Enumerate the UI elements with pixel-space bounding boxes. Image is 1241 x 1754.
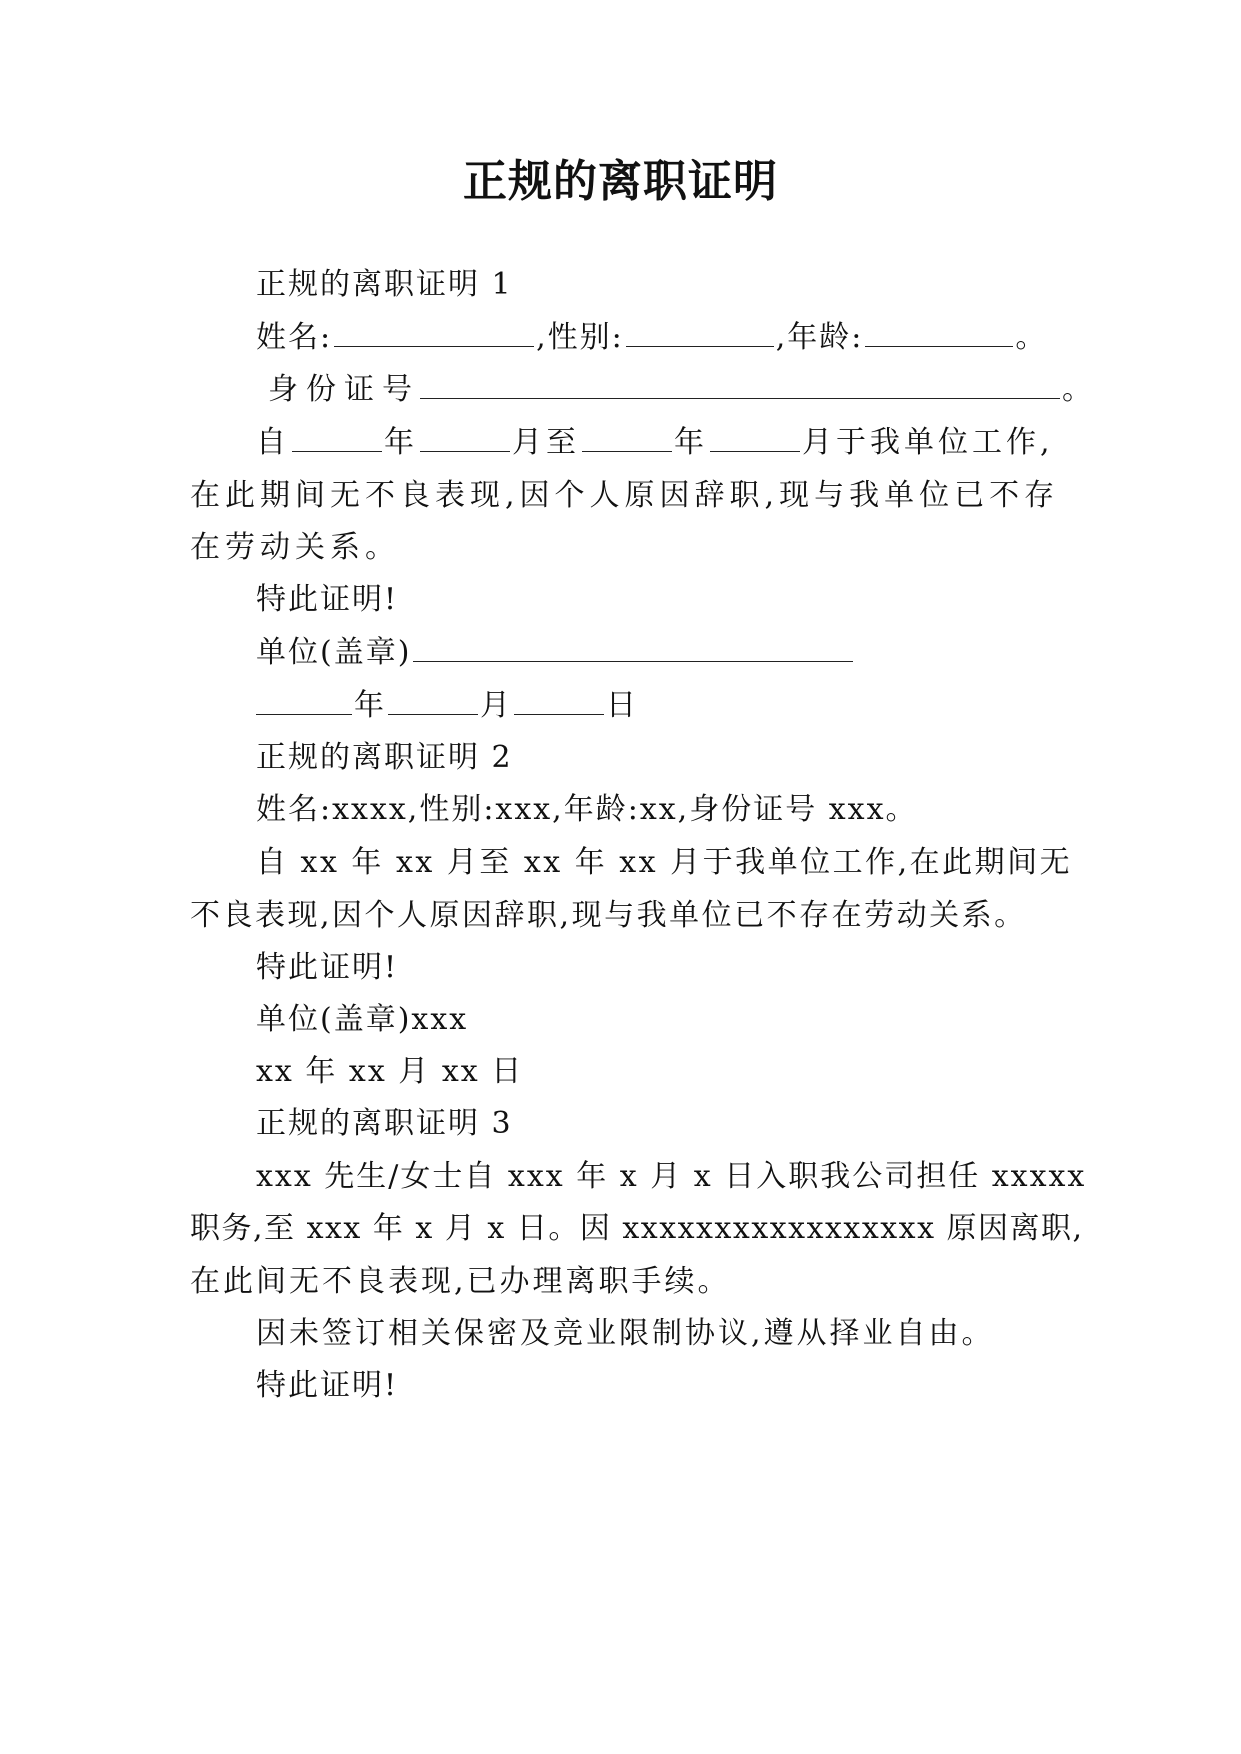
id-blank bbox=[420, 370, 1060, 399]
section1-unit-line bbox=[256, 633, 1136, 673]
section2-body-line1: 自 xx 年 xx 月至 xx 年 xx 月于我单位工作,在此期间无 bbox=[256, 845, 1073, 880]
section1-date-line bbox=[256, 686, 1136, 726]
date-day-blank bbox=[514, 686, 604, 715]
year1-label: 年 bbox=[384, 425, 418, 460]
document-title: 正规的离职证明 bbox=[463, 156, 778, 207]
date-year-label: 年 bbox=[354, 688, 386, 723]
section2-certify: 特此证明! bbox=[256, 950, 399, 985]
year2-label: 年 bbox=[674, 425, 708, 460]
date-month-label: 月 bbox=[480, 688, 512, 723]
section3-noncompete: 因未签订相关保密及竞业限制协议,遵从择业自由。 bbox=[256, 1316, 995, 1351]
month1-blank bbox=[420, 423, 510, 452]
section2-date: xx 年 xx 月 xx 日 bbox=[256, 1054, 524, 1089]
section1-body-line2: 在此期间无不良表现,因个人原因辞职,现与我单位已不存 bbox=[190, 478, 1060, 513]
section2-unit: 单位(盖章)xxx bbox=[256, 1002, 469, 1037]
section1-body-line3: 在劳动关系。 bbox=[190, 530, 400, 565]
section3-body-line3: 在此间无不良表现,已办理离职手续。 bbox=[190, 1264, 731, 1299]
age-blank bbox=[865, 318, 1013, 347]
month1-to-label: 月至 bbox=[512, 425, 580, 460]
section2-heading: 正规的离职证明 2 bbox=[256, 740, 513, 775]
section2-body-line2: 不良表现,因个人原因辞职,现与我单位已不存在劳动关系。 bbox=[190, 898, 1027, 933]
section1-certify: 特此证明! bbox=[256, 582, 399, 617]
id-label: 身份证号 bbox=[268, 372, 420, 407]
name-label: 姓名: bbox=[256, 320, 333, 355]
date-month-blank bbox=[388, 686, 478, 715]
section3-body-line1: xxx 先生/女士自 xxx 年 x 月 x 日入职我公司担任 xxxxx bbox=[256, 1159, 1087, 1194]
section1-heading: 正规的离职证明 1 bbox=[256, 267, 513, 302]
from-label: 自 bbox=[256, 425, 290, 460]
section3-certify: 特此证明! bbox=[256, 1368, 399, 1403]
unit-blank bbox=[413, 633, 853, 662]
gender-label: ,性别: bbox=[536, 320, 624, 355]
section2-info: 姓名:xxxx,性别:xxx,年龄:xx,身份证号 xxx。 bbox=[256, 792, 918, 827]
month2-blank bbox=[710, 423, 800, 452]
section1-personal-info bbox=[256, 318, 1136, 358]
section1-body-line1 bbox=[256, 423, 1136, 463]
unit-label: 单位(盖章) bbox=[256, 635, 412, 670]
section3-body-line2: 职务,至 xxx 年 x 月 x 日。因 xxxxxxxxxxxxxxxxx 原因离职, bbox=[190, 1211, 1084, 1246]
year2-blank bbox=[582, 423, 672, 452]
date-day-label: 日 bbox=[606, 688, 638, 723]
date-year-blank bbox=[256, 686, 352, 715]
section1-id-line bbox=[268, 370, 1148, 410]
gender-blank bbox=[626, 318, 774, 347]
year1-blank bbox=[292, 423, 382, 452]
id-end: 。 bbox=[1062, 372, 1092, 407]
section3-heading: 正规的离职证明 3 bbox=[256, 1106, 513, 1141]
age-label: ,年龄: bbox=[775, 320, 864, 355]
month2-tail: 月于我单位工作, bbox=[802, 425, 1054, 460]
info-end: 。 bbox=[1015, 320, 1048, 355]
name-blank bbox=[334, 318, 534, 347]
